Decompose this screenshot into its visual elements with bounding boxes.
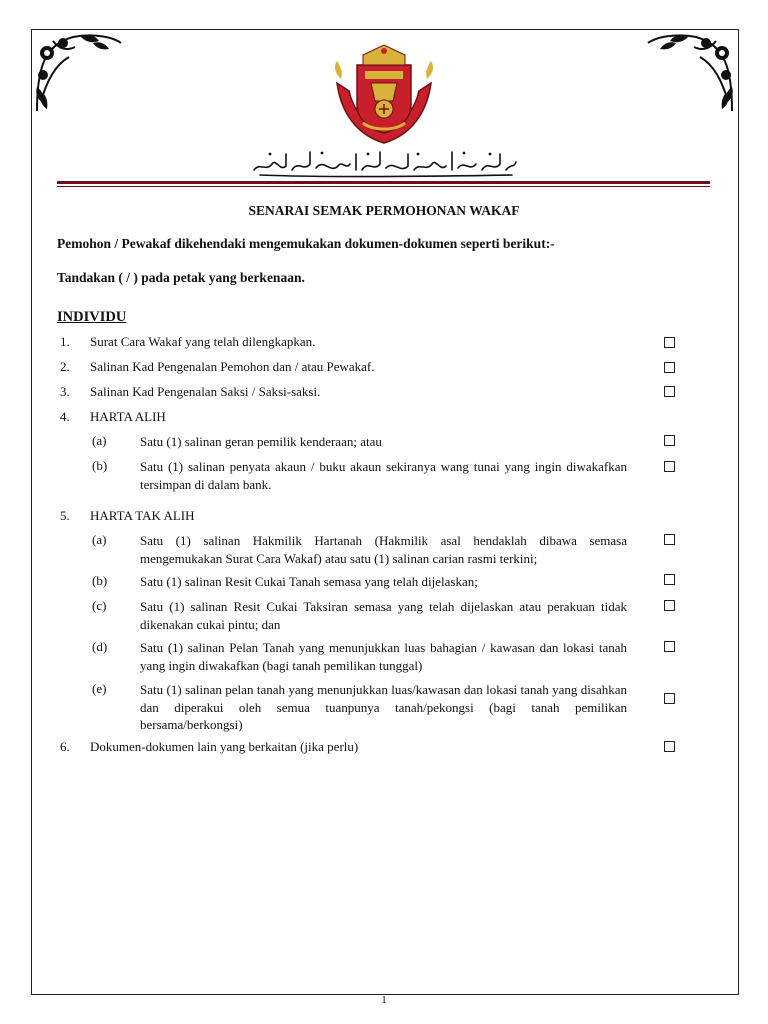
checkbox[interactable] bbox=[664, 693, 675, 704]
subitem-text: Satu (1) salinan Pelan Tanah yang menunjukkan luas bahagian / kawasan dan lokasi tanah yang ingin diwakafkan (bagi tanah pemilikan tunggal) bbox=[140, 640, 627, 673]
item-number: 1. bbox=[60, 334, 70, 349]
item-number: 6. bbox=[60, 739, 70, 754]
item-number: 4. bbox=[60, 409, 70, 424]
subitem-text: Satu (1) salinan geran pemilik kenderaan; atau bbox=[140, 434, 382, 449]
checkbox[interactable] bbox=[664, 461, 675, 472]
subitem-label: (d) bbox=[92, 639, 108, 654]
item-text: HARTA ALIH bbox=[90, 409, 166, 424]
item-number: 3. bbox=[60, 384, 70, 399]
item-text: Dokumen-dokumen lain yang berkaitan (jika perlu) bbox=[90, 739, 359, 754]
item-text: HARTA TAK ALIH bbox=[90, 508, 195, 523]
item-text: Salinan Kad Pengenalan Saksi / Saksi-saksi. bbox=[90, 384, 321, 399]
checkbox[interactable] bbox=[664, 600, 675, 611]
checkbox[interactable] bbox=[664, 337, 675, 348]
checkbox[interactable] bbox=[664, 435, 675, 446]
checkbox[interactable] bbox=[664, 362, 675, 373]
crest-emblem bbox=[327, 43, 441, 147]
subitem-label: (a) bbox=[92, 433, 107, 448]
item-text: Surat Cara Wakaf yang telah dilengkapkan. bbox=[90, 334, 316, 349]
subitem-label: (b) bbox=[92, 458, 108, 473]
subitem-text: Satu (1) salinan Resit Cukai Tanah semasa yang telah dijelaskan; bbox=[140, 574, 478, 589]
subitem-label: (e) bbox=[92, 681, 107, 696]
subitem-label: (a) bbox=[92, 532, 107, 547]
item-number: 2. bbox=[60, 359, 70, 374]
checkbox[interactable] bbox=[664, 574, 675, 585]
item-text: Salinan Kad Pengenalan Pemohon dan / atau Pewakaf. bbox=[90, 359, 375, 374]
corner-ornament-left bbox=[33, 31, 125, 117]
checkbox[interactable] bbox=[664, 386, 675, 397]
subitem-text: Satu (1) salinan penyata akaun / buku akaun sekiranya wang tunai yang ingin diwakafkan tersimpan di dalam bank. bbox=[140, 459, 627, 492]
checkbox[interactable] bbox=[664, 741, 675, 752]
corner-ornament-right bbox=[644, 31, 736, 117]
instruction-documents: Pemohon / Pewakaf dikehendaki mengemukakan dokumen-dokumen seperti berikut:- bbox=[57, 236, 555, 251]
subitem-label: (c) bbox=[92, 598, 107, 613]
instruction-tick: Tandakan ( / ) pada petak yang berkenaan. bbox=[57, 270, 305, 285]
subitem-label: (b) bbox=[92, 573, 108, 588]
checkbox[interactable] bbox=[664, 534, 675, 545]
subitem-text: Satu (1) salinan pelan tanah yang menunjukkan luas/kawasan dan lokasi tanah yang disahkan dan diperakui oleh semua tuanpunya tanah/pekongsi (bagi tanah pemilikan bersama/berkongsi) bbox=[140, 682, 627, 732]
calligraphy-letterhead bbox=[250, 148, 520, 178]
checkbox[interactable] bbox=[664, 641, 675, 652]
section-heading: INDIVIDU bbox=[57, 309, 127, 325]
subitem-text: Satu (1) salinan Resit Cukai Taksiran semasa yang telah dijelaskan atau perakuan tidak dikenakan cukai pintu; dan bbox=[140, 599, 627, 632]
header-rule-thin bbox=[57, 186, 710, 187]
header-rule bbox=[57, 181, 710, 184]
item-number: 5. bbox=[60, 508, 70, 523]
subitem-text: Satu (1) salinan Hakmilik Hartanah (Hakmilik asal hendaklah dibawa semasa mengemukakan Surat Cara Wakaf) atau satu (1) salinan carian rasmi terkini; bbox=[140, 533, 627, 566]
document-title: SENARAI SEMAK PERMOHONAN WAKAF bbox=[248, 203, 520, 218]
page-number: 1 bbox=[381, 994, 387, 1006]
